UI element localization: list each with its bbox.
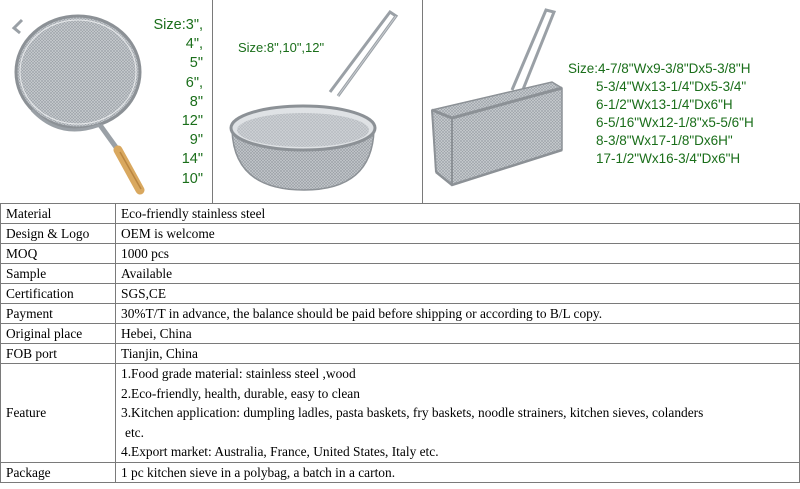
- square-basket-size: 6-5/16"Wx12-1/8"x5-5/6"H: [596, 115, 754, 130]
- row-label: Payment: [1, 304, 116, 324]
- strainer-sizes: [148, 16, 203, 189]
- row-label: Certification: [1, 284, 116, 304]
- square-basket-size-label: Size:4-7/8"Wx9-3/8"Dx5-3/8"H: [568, 61, 751, 76]
- row-label: Material: [1, 204, 116, 224]
- table-row: [1, 224, 800, 244]
- row-value: Eco-friendly stainless steel: [116, 204, 800, 224]
- row-label: MOQ: [1, 244, 116, 264]
- round-basket-panel: [212, 0, 422, 203]
- square-basket-size: 6-1/2"Wx13-1/4"Dx6"H: [596, 97, 733, 112]
- row-value: 1000 pcs: [116, 244, 800, 264]
- strainer-size: 5": [189, 55, 203, 72]
- strainer-size: 4",: [185, 36, 203, 53]
- row-label: Package: [1, 462, 116, 482]
- table-row: [1, 204, 800, 224]
- row-value: OEM is welcome: [116, 224, 800, 244]
- strainer-size: 14": [181, 151, 203, 168]
- row-label: Design & Logo: [1, 224, 116, 244]
- row-label: Original place: [1, 324, 116, 344]
- strainer-size: 6",: [185, 74, 203, 91]
- row-value: Available: [116, 264, 800, 284]
- feature-line: 1.Food grade material: stainless steel ,wood: [121, 366, 356, 381]
- table-row: [1, 364, 800, 463]
- feature-list: [116, 364, 800, 463]
- feature-line: 2.Eco-friendly, health, durable, easy to clean: [121, 385, 360, 401]
- strainer-size: 10": [181, 170, 203, 187]
- square-basket-sizes: [568, 60, 754, 168]
- row-label: Feature: [1, 364, 116, 463]
- table-row: [1, 304, 800, 324]
- row-label: Sample: [1, 264, 116, 284]
- product-images-row: [0, 0, 800, 203]
- row-value: Hebei, China: [116, 324, 800, 344]
- table-row: [1, 244, 800, 264]
- feature-line: 4.Export market: Australia, France, United States, Italy etc.: [121, 444, 439, 460]
- round-basket-sizes: Size:8",10",12": [238, 40, 325, 55]
- strainer-panel: [0, 0, 212, 203]
- square-basket-size: 17-1/2"Wx16-3/4"Dx6"H: [596, 151, 741, 166]
- row-value: 1 pc kitchen sieve in a polybag, a batch in a carton.: [116, 462, 800, 482]
- strainer-size: 12": [181, 113, 203, 130]
- strainer-size-label: Size:3",: [153, 17, 203, 33]
- strainer-size: 9": [189, 132, 203, 149]
- square-basket-size: 8-3/8"Wx17-1/8"Dx6H": [596, 133, 733, 148]
- table-row: [1, 462, 800, 482]
- row-value: SGS,CE: [116, 284, 800, 304]
- square-basket-panel: [422, 0, 800, 203]
- table-row: [1, 284, 800, 304]
- row-label: FOB port: [1, 344, 116, 364]
- specification-table: [0, 203, 800, 483]
- table-row: [1, 264, 800, 284]
- row-value: 30%T/T in advance, the balance should be paid before shipping or according to B/L copy.: [116, 304, 800, 324]
- table-row: [1, 344, 800, 364]
- square-basket-size: 5-3/4"Wx13-1/4"Dx5-3/4": [596, 79, 747, 94]
- strainer-size: 8": [189, 93, 203, 110]
- table-row: [1, 324, 800, 344]
- row-value: Tianjin, China: [116, 344, 800, 364]
- feature-line: etc.: [125, 424, 144, 440]
- feature-line: 3.Kitchen application: dumpling ladles, pasta baskets, fry baskets, noodle strainers, kitchen sieves, colanders: [121, 405, 704, 421]
- round-basket-image: [212, 0, 422, 203]
